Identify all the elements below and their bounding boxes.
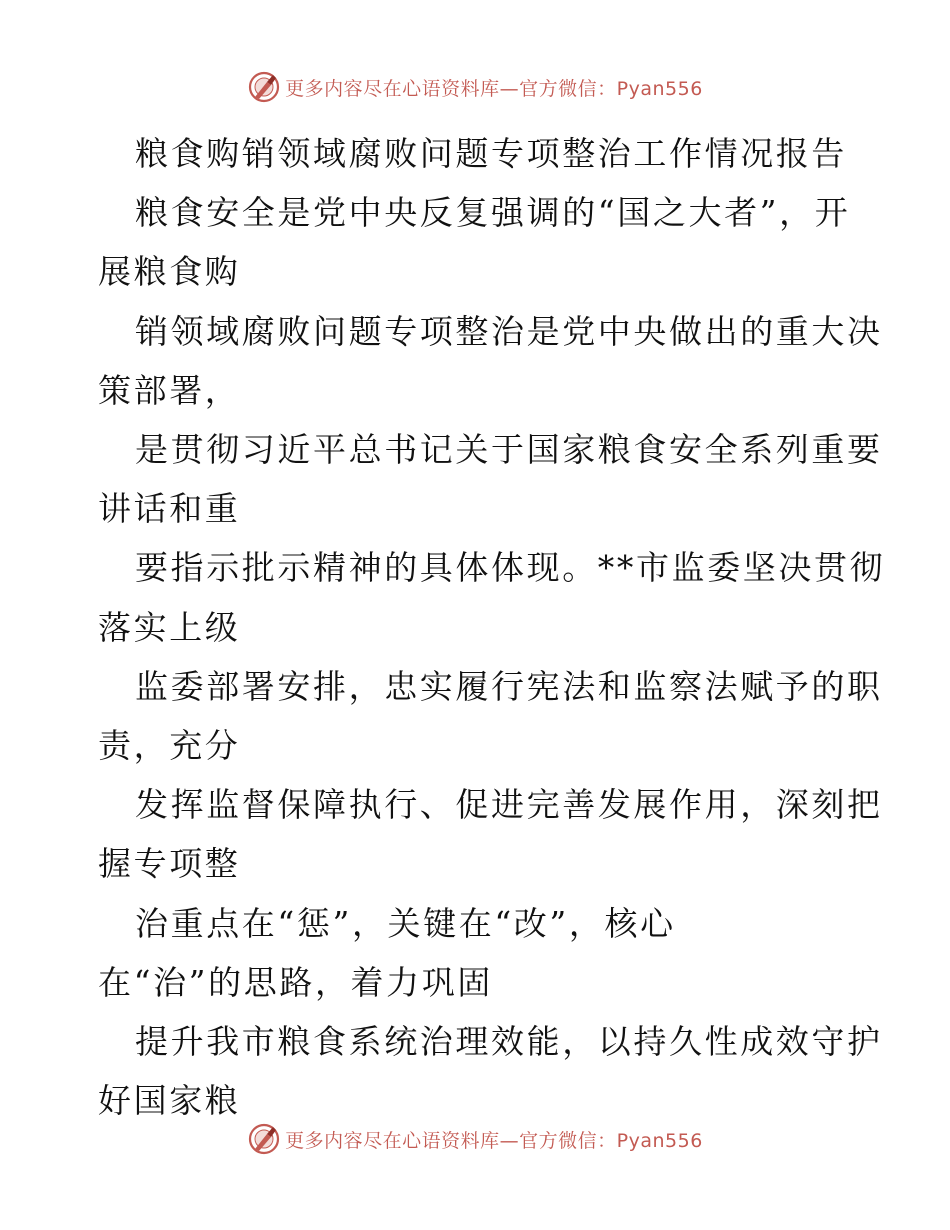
text-line: 要指示批示精神的具体体现。**市监委坚决贯彻: [135, 548, 886, 588]
text-line: 提升我市粮食系统治理效能，以持久性成效守护: [135, 1022, 883, 1062]
text-line: 展粮食购: [98, 252, 241, 292]
text-line: 销领域腐败问题专项整治是党中央做出的重大决: [135, 311, 883, 351]
header-banner: [0, 70, 950, 104]
banner-text: 更多内容尽在心语资料库—官方微信：Pyan556: [285, 77, 703, 100]
text-line: 策部署，: [98, 370, 241, 410]
pen-logo-icon: [247, 70, 281, 104]
document-body: [98, 124, 886, 1130]
text-line: 在“治”的思路，着力巩固: [98, 962, 493, 1002]
text-line: 是贯彻习近平总书记关于国家粮食安全系列重要: [135, 430, 883, 470]
text-line: 落实上级: [98, 607, 241, 647]
footer-banner: [0, 1122, 950, 1156]
pen-logo-icon: [247, 1122, 281, 1156]
text-line: 好国家粮: [98, 1081, 241, 1121]
document-title: 粮食购销领域腐败问题专项整治工作情况报告: [135, 134, 847, 173]
text-line: 粮食安全是党中央反复强调的“国之大者”，开: [135, 193, 851, 233]
text-line: 发挥监督保障执行、促进完善发展作用，深刻把: [135, 785, 883, 825]
text-line: 讲话和重: [98, 489, 241, 529]
text-line: 监委部署安排，忠实履行宪法和监察法赋予的职: [135, 666, 883, 706]
text-line: 治重点在“惩”，关键在“改”，核心: [135, 903, 676, 943]
banner-text: 更多内容尽在心语资料库—官方微信：Pyan556: [285, 1129, 703, 1152]
text-line: 握专项整: [98, 844, 241, 884]
text-line: 责，充分: [98, 726, 241, 766]
